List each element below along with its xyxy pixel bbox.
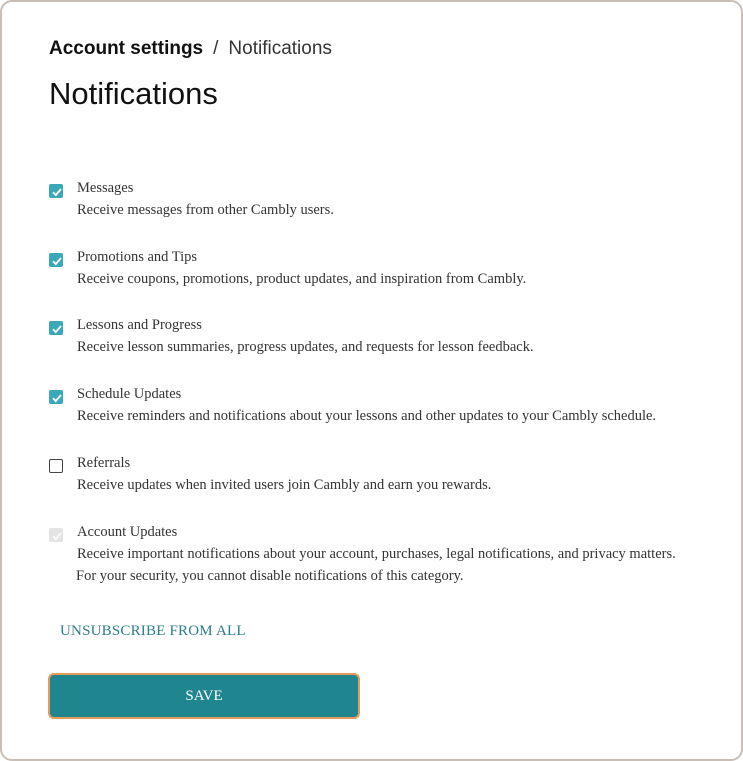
option-description: Receive important notifications about your account, purchases, legal notifications, and privacy matters. — [77, 546, 676, 562]
unsubscribe-all-link[interactable]: UNSUBSCRIBE FROM ALL — [60, 623, 246, 639]
option-note: For your security, you cannot disable notifications of this category. — [76, 568, 464, 584]
option-description: Receive coupons, promotions, product updates, and inspiration from Cambly. — [77, 271, 527, 287]
page-title: Notifications — [49, 76, 218, 111]
schedule-checkbox[interactable] — [49, 390, 63, 404]
option-title: Schedule Updates — [77, 386, 182, 402]
option-title: Lessons and Progress — [77, 317, 202, 333]
checkmark-icon — [51, 255, 63, 267]
save-button[interactable]: SAVE — [48, 673, 360, 719]
messages-checkbox[interactable] — [49, 184, 63, 198]
account-updates-checkbox — [49, 528, 63, 542]
promotions-checkbox[interactable] — [49, 253, 63, 267]
referrals-checkbox[interactable] — [49, 459, 63, 473]
checkmark-icon — [51, 323, 63, 335]
option-title: Messages — [77, 180, 134, 196]
breadcrumb-current: Notifications — [228, 38, 332, 59]
breadcrumb-separator: / — [213, 38, 219, 59]
option-description: Receive updates when invited users join Cambly and earn you rewards. — [77, 477, 492, 493]
lessons-checkbox[interactable] — [49, 321, 63, 335]
checkmark-icon — [51, 186, 63, 198]
breadcrumb — [49, 38, 332, 60]
option-title: Promotions and Tips — [77, 249, 198, 265]
option-title: Account Updates — [77, 524, 178, 540]
option-description: Receive messages from other Cambly users. — [77, 202, 334, 218]
checkmark-icon — [51, 392, 63, 404]
option-description: Receive lesson summaries, progress updates, and requests for lesson feedback. — [77, 339, 534, 355]
breadcrumb-account-settings[interactable]: Account settings — [49, 38, 204, 59]
checkmark-icon — [51, 530, 63, 542]
option-title: Referrals — [77, 455, 131, 471]
option-description: Receive reminders and notifications about your lessons and other updates to your Cambly schedule. — [77, 408, 657, 424]
